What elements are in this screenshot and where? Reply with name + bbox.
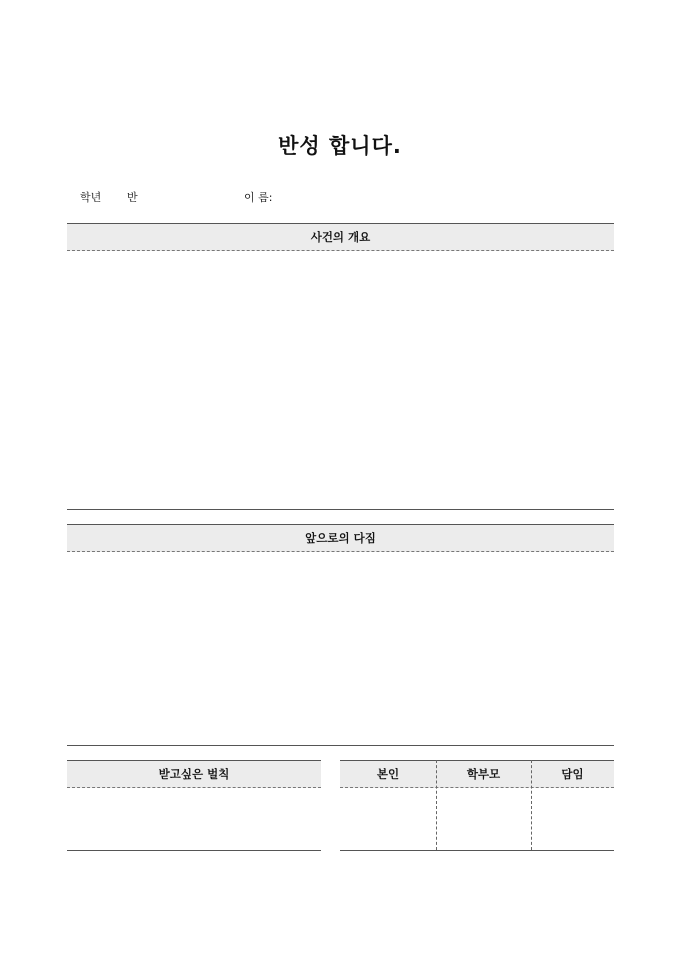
incident-header: [67, 223, 614, 251]
signature-teacher-label: 담임: [561, 767, 584, 781]
signature-self-box[interactable]: [340, 788, 436, 850]
grade-label: 학년: [80, 191, 102, 204]
penalty-section: [67, 760, 321, 851]
penalty-bottom-rule: [67, 850, 321, 851]
penalty-header: [67, 760, 321, 788]
signature-self-label: 본인: [376, 767, 400, 781]
name-label: 이 름:: [244, 191, 273, 204]
signature-teacher-box[interactable]: [531, 788, 614, 850]
incident-writing-area[interactable]: [67, 251, 614, 509]
page-title: 반성 합니다.: [278, 134, 402, 158]
resolution-writing-area[interactable]: [67, 552, 614, 745]
signature-parent-box[interactable]: [436, 788, 531, 850]
resolution-section: [67, 524, 614, 746]
incident-section: [67, 223, 614, 510]
penalty-writing-area[interactable]: [67, 788, 321, 850]
incident-bottom-rule: [67, 509, 614, 510]
penalty-header-label: 받고싶은 벌칙: [158, 767, 230, 781]
resolution-bottom-rule: [67, 745, 614, 746]
resolution-header: [67, 524, 614, 552]
signature-table: [340, 760, 614, 851]
signature-parent-label: 학부모: [466, 767, 501, 781]
class-label: 반: [127, 191, 138, 204]
resolution-header-label: 앞으로의 다짐: [305, 531, 376, 545]
signature-bottom-rule: [340, 850, 614, 851]
incident-header-label: 사건의 개요: [310, 230, 371, 244]
